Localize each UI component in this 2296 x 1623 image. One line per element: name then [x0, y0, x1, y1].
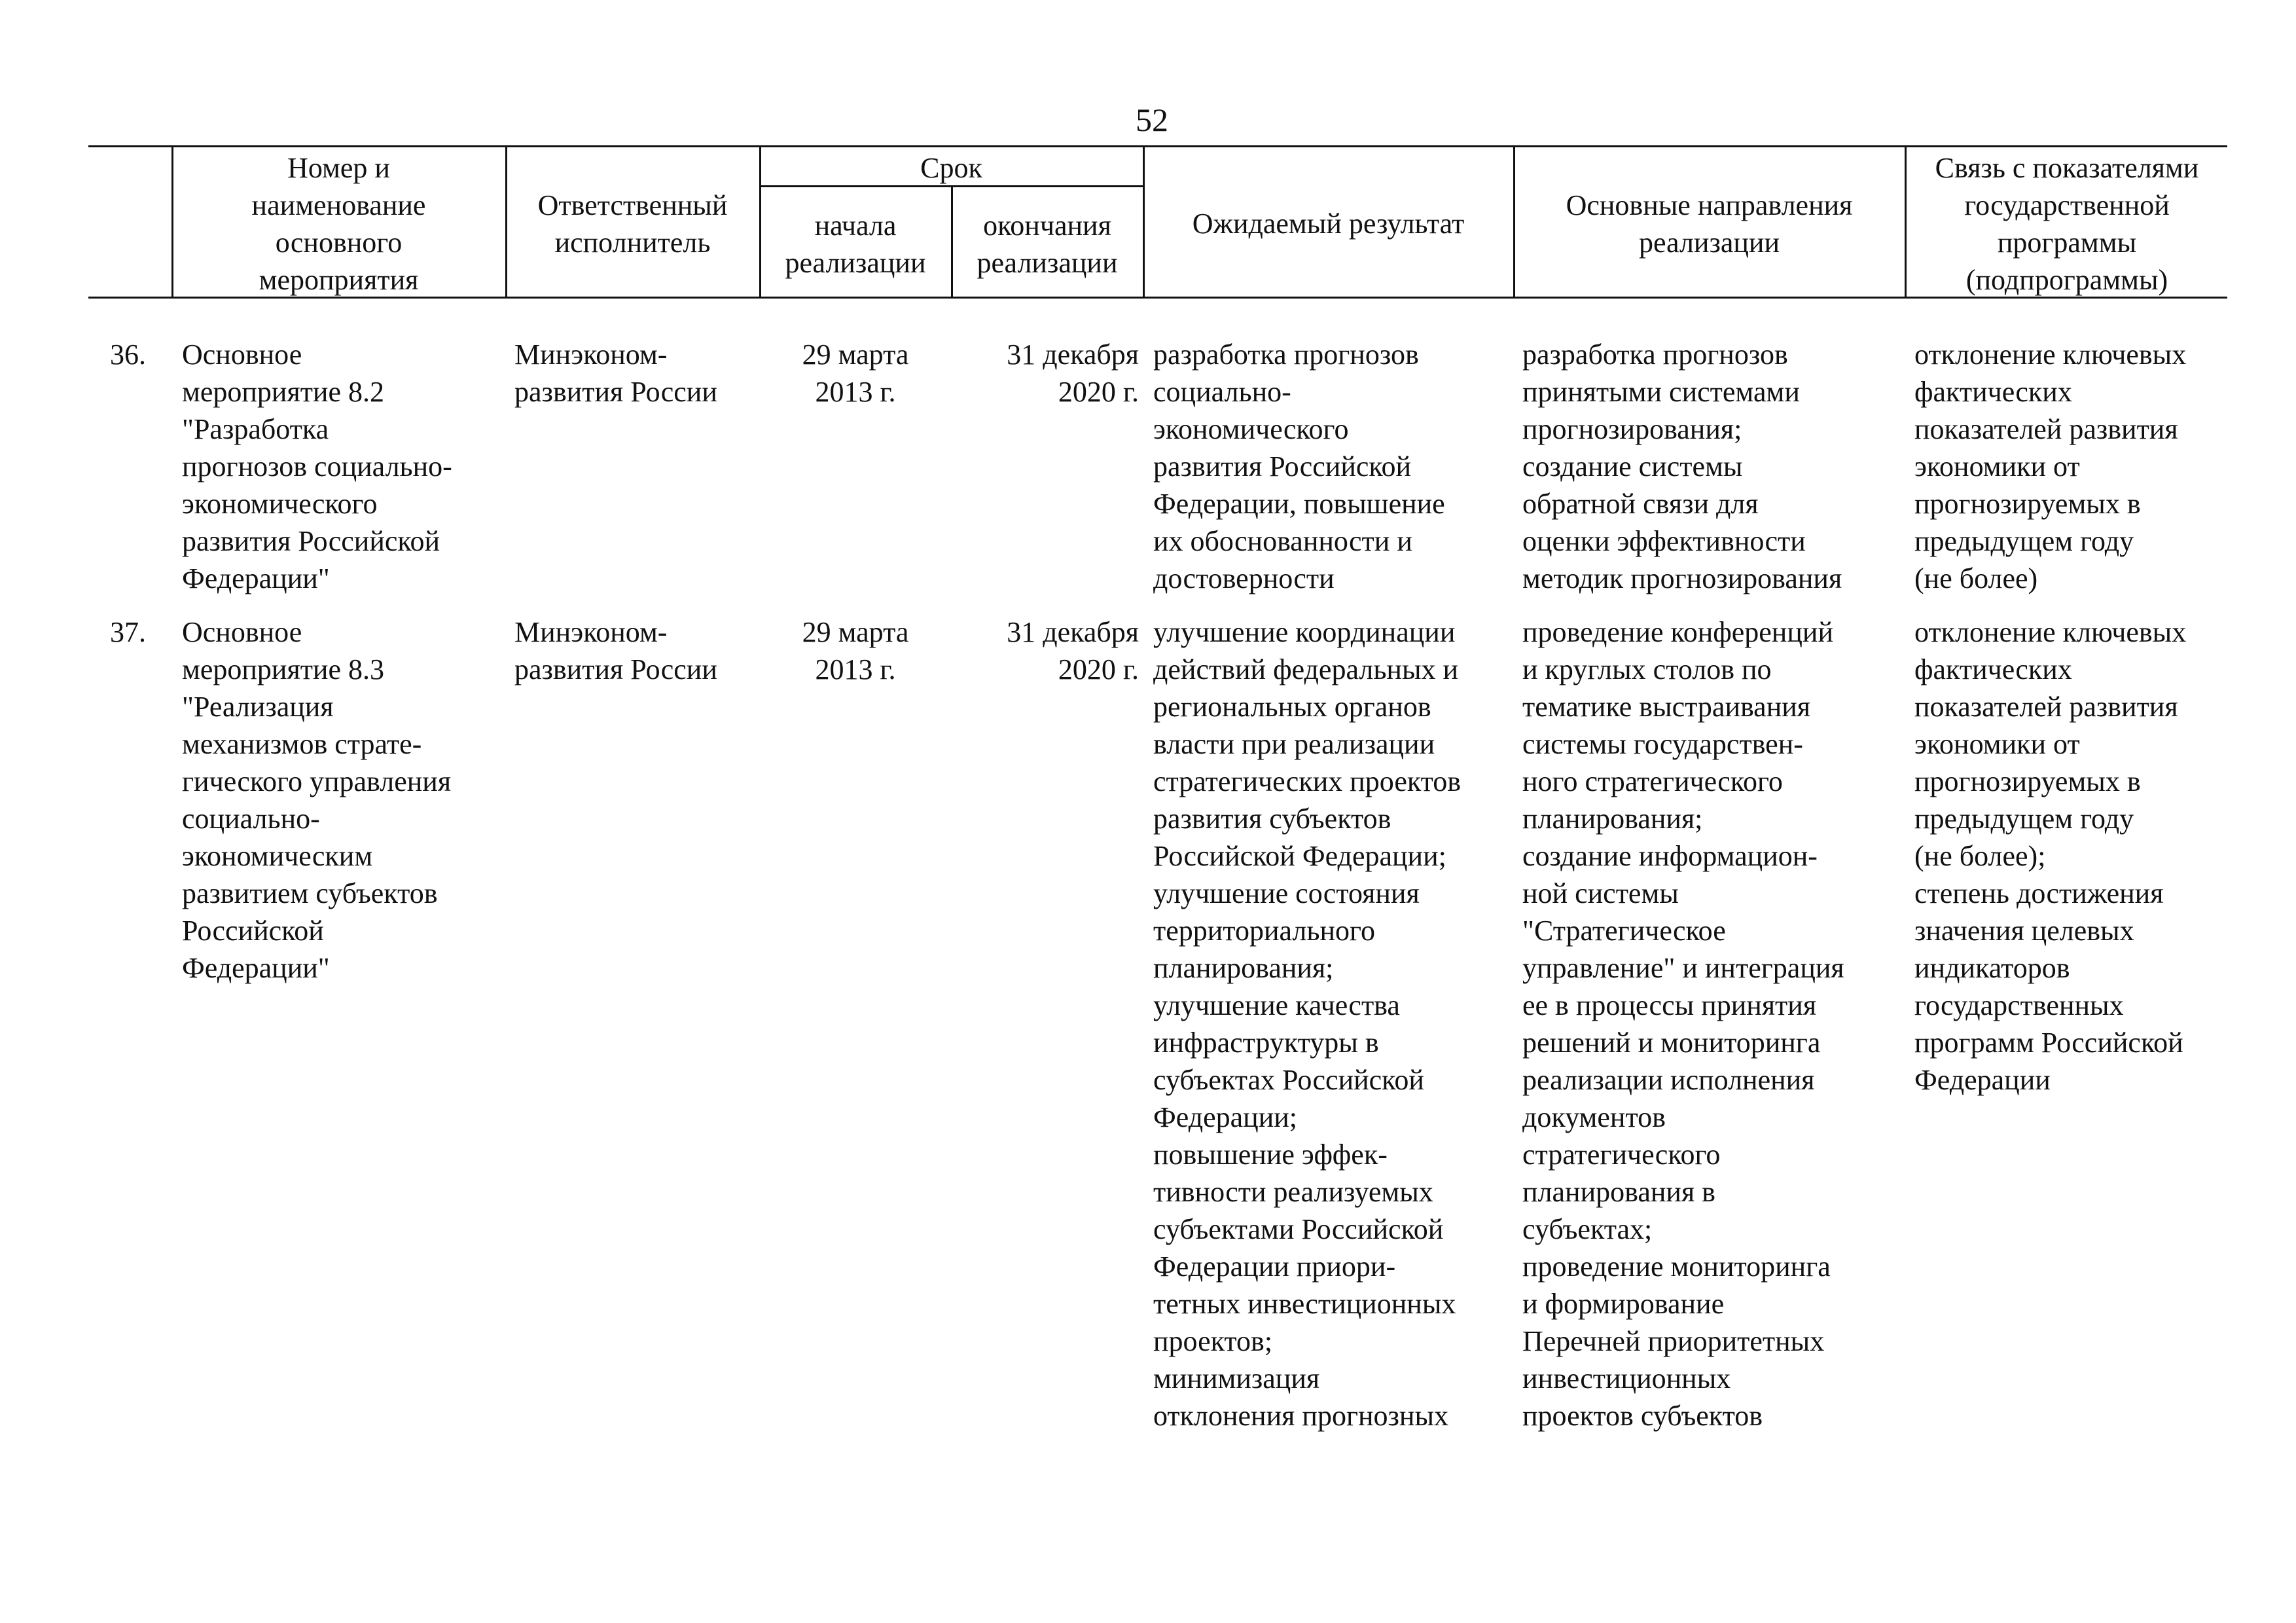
row-result: разработка прогнозов социально- экономического развития Российской Федерации, повышение их обоснованности и достоверности	[1153, 338, 1445, 594]
header-result: Ожидаемый результат	[1192, 208, 1465, 240]
header-name: Номер и наименование основного мероприятия	[251, 152, 426, 296]
row-start-date: 29 марта 2013 г.	[802, 616, 909, 685]
row-name: Основное мероприятие 8.3 "Реализация механизмов страте- гического управления социально- экономическим развитием субъектов Российской Федерации"	[182, 616, 452, 984]
row-result: улучшение координации действий федеральных и региональных органов власти при реализации стратегических проектов развития субъектов Российской Федерации; улучшение состояния территориального планирования; улучшение качества инфраструктуры в субъектах Российской Федерации; повышение эффек- тивности реализуемых субъектами Российской Федерации приори- тетных инвестиционных проектов; минимизация отклонения прогнозных	[1153, 616, 1462, 1432]
row-directions: разработка прогнозов принятыми системами прогнозирования; создание системы обратной связи для оценки эффективности методик прогнозирования	[1522, 338, 1842, 594]
header-indicators: Связь с показателями государственной программы (подпрограммы)	[1935, 152, 2199, 296]
header-directions: Основные направления реализации	[1566, 189, 1853, 259]
row-executor: Минэконом- развития России	[514, 338, 717, 408]
header-start: начала реализации	[785, 210, 926, 279]
header-term: Срок	[920, 152, 982, 184]
row-directions: проведение конференций и круглых столов по тематике выстраивания системы государствен- ного стратегического планирования; создание информацион- ной системы "Стратегическое управление" и интеграция ее в процессы принятия решений и мониторинга реализации исполнения документов стратегического планирования в субъектах; проведение мониторинга и формирование Перечней приоритетных инвестиционных проектов субъектов	[1522, 616, 1844, 1432]
row-end-date: 31 декабря 2020 г.	[1007, 616, 1139, 685]
row-end-date: 31 декабря 2020 г.	[1007, 338, 1139, 408]
header-end: окончания реализации	[977, 210, 1118, 279]
row-indicators: отклонение ключевых фактических показателей развития экономики от прогнозируемых в предыдущем году (не более)	[1914, 338, 2187, 594]
row-indicators: отклонение ключевых фактических показателей развития экономики от прогнозируемых в предыдущем году (не более); степень достижения значения целевых индикаторов государственных программ Российской Федерации	[1914, 616, 2187, 1096]
page-number: 52	[1136, 101, 1168, 138]
header-executor: Ответственный исполнитель	[537, 189, 728, 259]
row-number: 37.	[110, 616, 146, 648]
row-number: 36.	[110, 338, 146, 371]
row-start-date: 29 марта 2013 г.	[802, 338, 909, 408]
row-name: Основное мероприятие 8.2 "Разработка прогнозов социально- экономического развития Российской Федерации"	[182, 338, 452, 594]
row-executor: Минэконом- развития России	[514, 616, 717, 685]
